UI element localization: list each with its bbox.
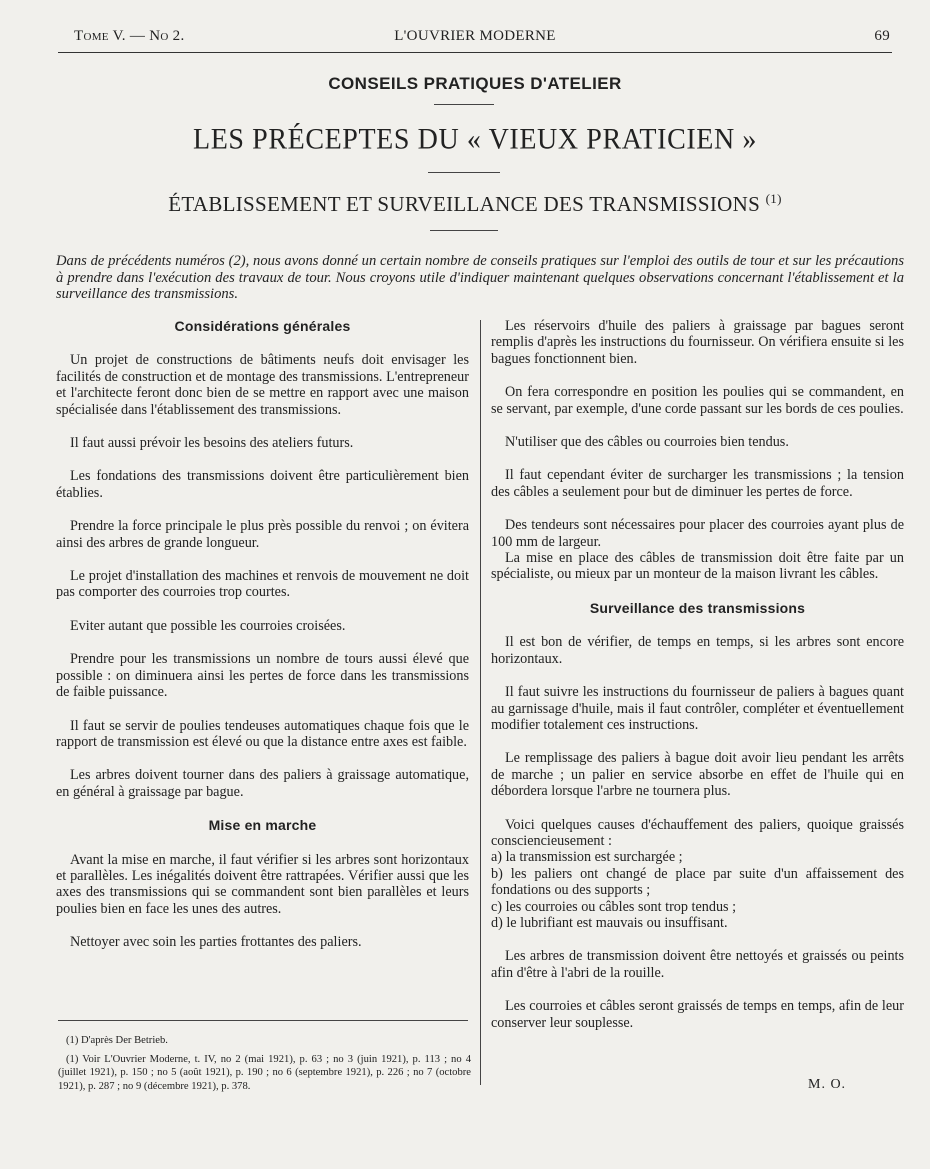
paragraph: Les arbres de transmission doivent être nettoyés et graissés ou peints afin d'être à l'abri de la rouille. — [491, 948, 904, 981]
paragraph: Nettoyer avec soin les parties frottantes des paliers. — [70, 934, 362, 951]
paragraph: Les réservoirs d'huile des paliers à graissage par bagues seront remplis d'après les instructions du fournisseur. On vérifiera ensuite si les bagues fonctionnent bien. — [491, 318, 904, 367]
journal-title: L'OUVRIER MODERNE — [394, 28, 556, 44]
volume-issue: Tome V. — No 2. — [74, 28, 185, 44]
section-heading: Mise en marche — [208, 817, 317, 834]
paragraph: Prendre la force principale le plus près possible du renvoi ; on évitera ainsi des arbres de grande longueur. — [56, 518, 469, 551]
paragraph: Les courroies et câbles seront graissés de temps en temps, afin de leur conserver leur souplesse. — [491, 998, 904, 1031]
footnote-rule — [58, 1020, 468, 1021]
paragraph: Il faut se servir de poulies tendeuses automatiques chaque fois que le rapport de transmission est élevé ou que la distance entre axes est faible. — [56, 717, 469, 750]
paragraph: Il faut cependant éviter de surcharger les transmissions ; la tension des câbles a seulement pour but de diminuer les pertes de force. — [491, 467, 904, 500]
subtitle-text: ÉTABLISSEMENT ET SURVEILLANCE DES TRANSMISSIONS — [168, 192, 761, 216]
paragraph: Il est bon de vérifier, de temps en temps, si les arbres sont encore horizontaux. — [491, 634, 904, 667]
paragraph: Des tendeurs sont nécessaires pour placer des courroies ayant plus de 100 mm de largeur. — [491, 517, 904, 550]
list-item: c) les courroies ou câbles sont trop tendus ; — [491, 898, 737, 915]
paragraph: La mise en place des câbles de transmission doit être faite par un spécialiste, ou mieux par un monteur de la maison livrant les câbles. — [491, 550, 904, 583]
title-divider — [434, 104, 494, 105]
footnote: (1) Voir L'Ouvrier Moderne, t. IV, no 2 (mai 1921), p. 63 ; no 3 (juin 1921), p. 113 ; no 4 (juillet 1921), p. 150 ; no 5 (août 1921), p. 190 ; no 6 (septembre 1921), p. 226 ; no 7 (octobre 1921), p. 287 ; no 9 (décembre 1921), p. 378. — [58, 1053, 471, 1092]
footnotes — [58, 1034, 471, 1098]
paragraph: On fera correspondre en position les poulies qui se commandent, en se servant, par exemple, d'une corde passant sur les bords de ces poulies. — [491, 384, 904, 417]
section-title: CONSEILS PRATIQUES D'ATELIER — [328, 74, 622, 93]
paragraph: Un projet de constructions de bâtiments neufs doit envisager les facilités de construction et de montage des transmissions. L'entrepreneur et l'architecte feront donc bien de se mettre en rapport avec une maison spécialisée dans l'établissement des transmissions. — [56, 352, 469, 418]
paragraph: Eviter autant que possible les courroies croisées. — [70, 617, 346, 634]
paragraph: Les fondations des transmissions doivent être particulièrement bien établies. — [56, 468, 469, 501]
paragraph: Il faut aussi prévoir les besoins des ateliers futurs. — [70, 435, 354, 452]
paragraph: Les arbres doivent tourner dans des paliers à graissage automatique, en général à graissage par bague. — [56, 767, 469, 800]
author-signature: M. O. — [808, 1077, 847, 1092]
paragraph: Avant la mise en marche, il faut vérifier si les arbres sont horizontaux et parallèles. Les inégalités doivent être rattrapées. Vérifier aussi que les axes des transmissions qui se commandent sont bien parallèles et leurs poulies bien en face les unes des autres. — [56, 851, 469, 917]
footnote-ref: (1) — [765, 191, 782, 206]
header-rule — [58, 52, 892, 53]
paragraph: Il faut suivre les instructions du fournisseur de paliers à bagues quant au garnissage d'huile, mais il faut contrôler, compléter et éventuellement modifier totalement ces instructions. — [491, 684, 904, 733]
list-item: a) la transmission est surchargée ; — [491, 849, 683, 866]
right-column — [491, 318, 904, 1031]
footnote: (1) D'après Der Betrieb. — [66, 1035, 168, 1046]
title-divider — [430, 230, 498, 231]
section-heading: Considérations générales — [174, 318, 351, 334]
paragraph: Prendre pour les transmissions un nombre de tours aussi élevé que possible : on diminuera ainsi les pertes de force dans les transmissions de faible puissance. — [56, 651, 469, 701]
left-column — [56, 318, 469, 968]
paragraph: Le projet d'installation des machines et renvois de mouvement ne doit pas comporter des courroies trop courtes. — [56, 568, 469, 601]
paragraph: Le remplissage des paliers à bague doit avoir lieu pendant les arrêts de marche ; un palier en service absorbe en effet de l'huile qui en débordera lorsque l'arbre ne tournera plus. — [491, 750, 904, 800]
page-number: 69 — [874, 28, 890, 44]
paragraph: N'utiliser que des câbles ou courroies bien tendus. — [505, 434, 789, 451]
paragraph: Voici quelques causes d'échauffement des paliers, quoique graissés consciencieusement : — [491, 816, 904, 849]
list-item: d) le lubrifiant est mauvais ou insuffisant. — [491, 914, 728, 931]
running-header — [58, 26, 892, 50]
article-subtitle — [58, 191, 892, 217]
article-title: LES PRÉCEPTES DU « VIEUX PRATICIEN » — [192, 123, 757, 156]
section-heading: Surveillance des transmissions — [589, 599, 806, 616]
title-divider — [428, 172, 500, 173]
intro-paragraph: Dans de précédents numéros (2), nous avons donné un certain nombre de conseils pratiques sur l'emploi des outils de tour et sur les précautions à prendre dans l'exécution des travaux de tour. Nous croyons utile d'indiquer maintenant quelques observations concernant l'établissement et la surveillance des transmissions. — [56, 253, 904, 302]
list-item: b) les paliers ont changé de place par suite d'un affaissement des fondations ou des supports ; — [491, 865, 904, 899]
column-divider — [480, 320, 481, 1085]
